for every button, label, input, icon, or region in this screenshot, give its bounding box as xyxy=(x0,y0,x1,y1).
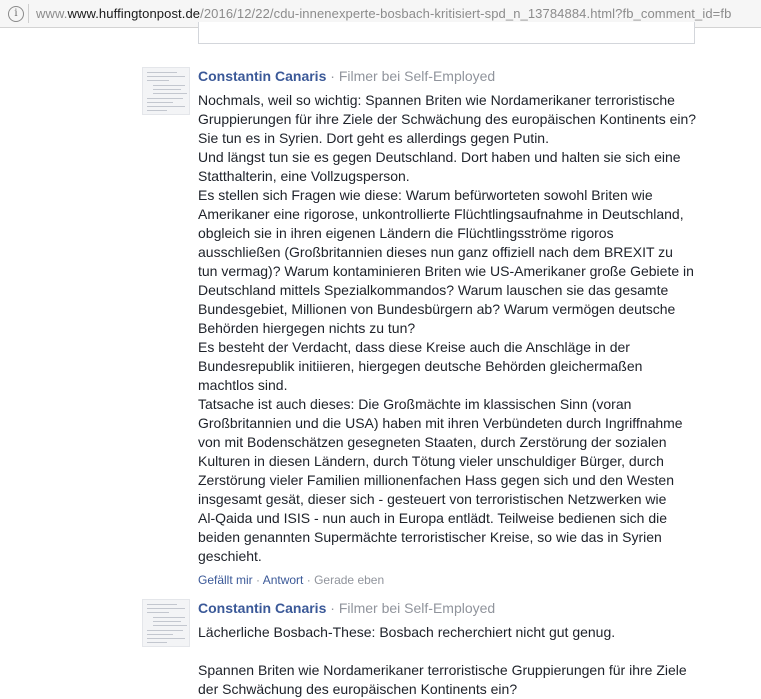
comment-text-line: von mit Bodenschätzen gesegneten Staaten, durch Zerstörung der sozialen xyxy=(198,434,667,450)
comment-text-line: ausschließen (Großbritannien dieses nun ganz offiziell nach dem BREXIT zu xyxy=(198,244,673,260)
header-separator: · xyxy=(330,600,335,616)
previous-comment-box xyxy=(198,22,695,44)
url-domain: www.huffingtonpost.de xyxy=(67,6,201,21)
comment-text-line: Nochmals, weil so wichtig: Spannen Briten wie Nordamerikaner terroristische xyxy=(198,92,675,108)
comment-text-line: Behörden hiergegen nichts zu tun? xyxy=(198,320,416,336)
comment-text-line: Lächerliche Bosbach-These: Bosbach recherchiert nicht gut genug. xyxy=(198,624,616,640)
comment-text-line: beiden genannten Supermächte terroristischer Kreise, so wie das in Syrien xyxy=(198,529,662,545)
comment-text-line: geschieht. xyxy=(198,548,262,564)
comment-text-line: machtlos sind. xyxy=(198,377,288,393)
comment-header xyxy=(198,600,495,616)
comment-text-line: Großbritannien und die USA) haben mit ihren Verbündeten durch Ingriffnahme xyxy=(198,415,683,431)
comment-text-line: der Schwächung des europäischen Kontinents ein? xyxy=(198,681,518,697)
url-text[interactable]: www.www.huffingtonpost.de/2016/12/22/cdu-innenexperte-bosbach-kritisiert-spd_n_13784884.html?fb_comment_id=fb xyxy=(36,6,732,21)
info-icon[interactable]: i xyxy=(8,6,24,22)
comment-text-line: Amerikaner eine rigorose, unkontrollierte Flüchtlingsaufnahme in Deutschland, xyxy=(198,206,684,222)
url-path: /2016/12/22/cdu-innenexperte-bosbach-kritisiert-spd_n_13784884.html?fb_comment_id=fb xyxy=(200,6,732,21)
comment-text-line: Kulturen in diesen Ländern, durch Tötung vieler unschuldiger Bürger, durch xyxy=(198,453,664,469)
comment-text-line xyxy=(198,642,698,661)
comment-text-line: Al-Qaida und ISIS - nun auch in Europa entlädt. Teilweise bedienen sich die xyxy=(198,510,668,526)
comment-timestamp[interactable]: Gerade eben xyxy=(314,573,385,587)
comment-text-line: tun vermag)? Warum kontaminieren Briten wie US-Amerikaner große Gebiete in xyxy=(198,263,694,279)
comment-actions xyxy=(198,573,384,587)
comment-header xyxy=(198,68,495,84)
author-occupation: Filmer bei Self-Employed xyxy=(338,68,496,84)
avatar[interactable] xyxy=(142,67,190,115)
author-occupation: Filmer bei Self-Employed xyxy=(338,600,496,616)
author-name[interactable]: Constantin Canaris xyxy=(198,600,327,616)
comment-text-line: Es stellen sich Fragen wie diese: Warum befürworteten sowohl Briten wie xyxy=(198,187,653,203)
like-link[interactable]: Gefällt mir xyxy=(198,573,253,587)
avatar[interactable] xyxy=(142,599,190,647)
author-name[interactable]: Constantin Canaris xyxy=(198,68,327,84)
comment-body xyxy=(198,623,698,699)
comment-text-line: Tatsache ist auch dieses: Die Großmächte im klassischen Sinn (voran xyxy=(198,396,632,412)
comment-text-line: Bundesrepublik initiieren, hiergegen deutsche Behörden gleichermaßen xyxy=(198,358,643,374)
comment-text-line: Gruppierungen für ihre Ziele der Schwächung des europäischen Kontinents ein? xyxy=(198,111,697,127)
comment-text-line: Deutschland mittels Spezialkommandos? Warum lauschen sie das gesamte xyxy=(198,282,669,298)
comment-text-line: Bundesgebiet, Millionen von Bundesbürgern ab? Warum vermögen deutsche xyxy=(198,301,676,317)
comment-text-line: Sie tun es in Syrien. Dort geht es allerdings gegen Putin. xyxy=(198,130,549,146)
action-separator: · xyxy=(256,573,261,587)
comment-body xyxy=(198,91,698,566)
comment-text-line: Zerstörung vieler Familien millionenfachen Hass gegen sich und den Westen xyxy=(198,472,674,488)
reply-link[interactable]: Antwort xyxy=(262,573,304,587)
url-divider xyxy=(28,4,29,23)
comment-text-line: Es besteht der Verdacht, dass diese Kreise auch die Anschläge in der xyxy=(198,339,630,355)
comment-text-line: Statthalterin, eine Vollzugsperson. xyxy=(198,168,410,184)
comment-text-line: Und längst tun sie es gegen Deutschland. Dort haben und halten sie sich eine xyxy=(198,149,681,165)
comment-text-line: obgleich sie in ihren eigenen Ländern die Flüchtlingsströme rigoros xyxy=(198,225,614,241)
header-separator: · xyxy=(330,68,335,84)
comment-text-line: Spannen Briten wie Nordamerikaner terroristische Gruppierungen für ihre Ziele xyxy=(198,662,687,678)
action-separator: · xyxy=(306,573,311,587)
comment-text-line: insgesamt gesät, dieser sich - gesteuert von terroristischen Netzwerken wie xyxy=(198,491,667,507)
